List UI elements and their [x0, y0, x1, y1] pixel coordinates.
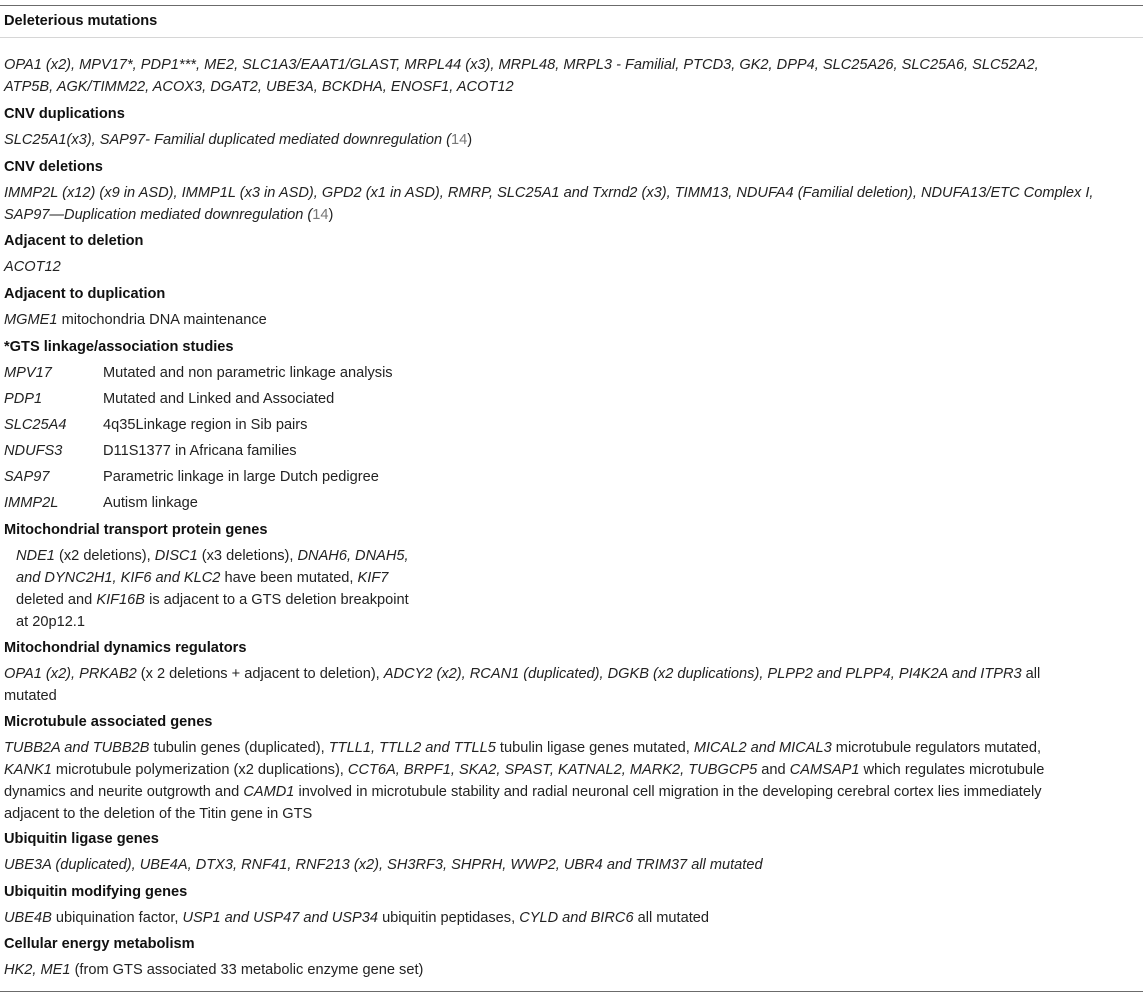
energy-line	[4, 960, 1139, 981]
text: ubiquination factor,	[51, 910, 183, 926]
gene-name: TTLL1, TTLL2 and TTLL5	[328, 740, 496, 756]
gene-list: ACOT12	[4, 259, 61, 275]
gts-gene: SAP97	[4, 469, 50, 485]
gts-description: Parametric linkage in large Dutch pedigree	[103, 469, 379, 485]
text: ubiquitin peptidases,	[378, 910, 520, 926]
gene-name: MICAL2 and MICAL3	[693, 740, 832, 756]
gene-description: mitochondria DNA maintenance	[57, 312, 267, 328]
gene-name: KIF7	[357, 570, 389, 586]
text: have been mutated,	[220, 570, 358, 586]
gts-description: Mutated and Linked and Associated	[103, 391, 335, 407]
text: which regulates microtubule	[859, 762, 1045, 778]
gts-gene: NDUFS3	[4, 443, 63, 459]
table-top-rule	[0, 5, 1143, 6]
gene-name: DNAH6, DNAH5,	[297, 548, 409, 564]
reference-link[interactable]: 14	[450, 132, 468, 148]
gts-gene: PDP1	[4, 391, 43, 407]
adjacent-duplication-line	[4, 310, 1139, 331]
gts-description: D11S1377 in Africana families	[103, 443, 297, 459]
section-header-adjacent-duplication: Adjacent to duplication	[4, 286, 166, 302]
microtubule-line-4: adjacent to the deletion of the Titin gene in GTS	[4, 806, 313, 822]
gene-name: CYLD and BIRC6	[519, 910, 634, 926]
transport-line-1	[16, 546, 1143, 567]
reference-link[interactable]: 14	[312, 207, 329, 223]
gene-name: CAMSAP1	[789, 762, 860, 778]
text: tubulin ligase genes mutated,	[495, 740, 694, 756]
section-header-ubiquitin-modifying: Ubiquitin modifying genes	[4, 884, 188, 900]
section-header-transport: Mitochondrial transport protein genes	[4, 522, 268, 538]
text: all	[1021, 666, 1041, 682]
text: tubulin genes (duplicated),	[149, 740, 329, 756]
gene-name: UBE4B	[4, 910, 52, 926]
text: all mutated	[633, 910, 710, 926]
text: microtubule polymerization (x2 duplications),	[51, 762, 348, 778]
dynamics-line-1	[4, 664, 1139, 685]
text: dynamics and neurite outgrowth and	[4, 784, 244, 800]
text: involved in microtubule stability and radial neuronal cell migration in the developing cerebral cortex lies immediately	[294, 784, 1042, 800]
gts-description: Mutated and non parametric linkage analysis	[103, 365, 393, 381]
microtubule-line-1	[4, 738, 1139, 759]
ubiquitin-ligase-line	[4, 855, 1139, 876]
gene-name: NDE1	[16, 548, 55, 564]
gene-name: TUBB2A and TUBB2B	[4, 740, 150, 756]
section-header-ubiquitin-ligase: Ubiquitin ligase genes	[4, 831, 159, 847]
gene-list: SAP97—Duplication mediated downregulation (	[4, 207, 313, 223]
transport-line-4: at 20p12.1	[16, 614, 85, 630]
deleterious-line-1	[4, 55, 1139, 76]
section-header-deleterious: Deleterious mutations	[4, 13, 158, 29]
text: and	[757, 762, 790, 778]
paren: )	[328, 207, 334, 223]
text: is adjacent to a GTS deletion breakpoint	[145, 592, 409, 608]
gene-list: IMMP2L (x12) (x9 in ASD), IMMP1L (x3 in ASD), GPD2 (x1 in ASD), RMRP, SLC25A1 and Txrnd2 (x3), TIMM13, NDUFA4 (Familial deletion), NDUFA13/ETC Complex I,	[4, 185, 1094, 201]
cnv-duplications-line	[4, 130, 1139, 151]
gene-name: ADCY2 (x2), RCAN1 (duplicated), DGKB (x2 duplications), PLPP2 and PLPP4, PI4K2A and ITPR3	[383, 666, 1022, 682]
gene-name: OPA1 (x2), PRKAB2	[4, 666, 137, 682]
section-header-gts-linkage: *GTS linkage/association studies	[4, 339, 234, 355]
gene-name: HK2, ME1	[4, 962, 71, 978]
microtubule-line-2	[4, 760, 1139, 781]
transport-line-2	[16, 568, 1143, 589]
gts-description: 4q35Linkage region in Sib pairs	[103, 417, 308, 433]
gene-list: UBE3A (duplicated), UBE4A, DTX3, RNF41, RNF213 (x2), SH3RF3, SHPRH, WWP2, UBR4 and TRIM37 all mutated	[4, 857, 763, 873]
cnv-deletions-line-2	[4, 205, 1139, 226]
section-header-adjacent-deletion: Adjacent to deletion	[4, 233, 144, 249]
gene-name: USP1 and USP47 and USP34	[182, 910, 379, 926]
gts-gene: SLC25A4	[4, 417, 67, 433]
dynamics-line-2: mutated	[4, 688, 57, 704]
section-header-dynamics: Mitochondrial dynamics regulators	[4, 640, 247, 656]
gene-name: CCT6A, BRPF1, SKA2, SPAST, KATNAL2, MARK2, TUBGCP5	[347, 762, 758, 778]
gene-name: CAMD1	[243, 784, 295, 800]
gts-description: Autism linkage	[103, 495, 198, 511]
text: (x3 deletions),	[197, 548, 298, 564]
text: deleted and	[16, 592, 97, 608]
microtubule-line-3	[4, 782, 1139, 803]
section-header-microtubule: Microtubule associated genes	[4, 714, 213, 730]
gene-name: and DYNC2H1, KIF6 and KLC2	[16, 570, 221, 586]
table-bottom-rule	[0, 991, 1143, 992]
section-header-cnv-duplications: CNV duplications	[4, 106, 125, 122]
section-header-cnv-deletions: CNV deletions	[4, 159, 103, 175]
gene-list: SLC25A1(x3), SAP97- Familial duplicated mediated downregulation (	[4, 132, 451, 148]
gene-name: DISC1	[154, 548, 198, 564]
gts-gene: IMMP2L	[4, 495, 59, 511]
deleterious-line-2	[4, 77, 1139, 98]
gene-list: ATP5B, AGK/TIMM22, ACOX3, DGAT2, UBE3A, BCKDHA, ENOSF1, ACOT12	[4, 79, 514, 95]
text: (x 2 deletions + adjacent to deletion),	[136, 666, 384, 682]
text: (x2 deletions),	[54, 548, 155, 564]
transport-line-3	[16, 590, 1143, 611]
section-header-energy: Cellular energy metabolism	[4, 936, 195, 952]
divider	[0, 37, 1143, 38]
gene-list: OPA1 (x2), MPV17*, PDP1***, ME2, SLC1A3/EAAT1/GLAST, MRPL44 (x3), MRPL48, MRPL3 - Familial, PTCD3, GK2, DPP4, SLC25A26, SLC25A6, SLC52A2,	[4, 57, 1039, 73]
ubiquitin-modifying-line	[4, 908, 1139, 929]
text: (from GTS associated 33 metabolic enzyme gene set)	[70, 962, 424, 978]
cnv-deletions-line-1	[4, 183, 1139, 204]
gene-name: KANK1	[4, 762, 52, 778]
gts-gene: MPV17	[4, 365, 52, 381]
gene-name: MGME1	[4, 312, 58, 328]
adjacent-deletion-line	[4, 257, 1139, 278]
gene-name: KIF16B	[96, 592, 146, 608]
paren: )	[467, 132, 473, 148]
text: microtubule regulators mutated,	[831, 740, 1042, 756]
